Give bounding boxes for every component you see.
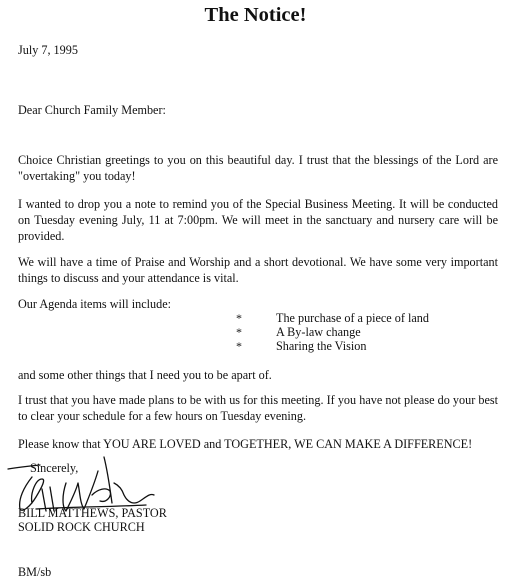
letter-title: The Notice!	[204, 4, 307, 26]
paragraph-loved: Please know that YOU ARE LOVED and TOGETHER, WE CAN MAKE A DIFFERENCE!	[18, 437, 473, 451]
paragraph-other-things: and some other things that I need you to be apart of.	[18, 368, 272, 382]
typist-initials: BM/sb	[18, 565, 52, 579]
agenda-item-text: A By-law change	[276, 325, 361, 339]
paragraph-worship: We will have a time of Praise and Worship and a short devotional. We have some very important things to discuss and your attendance is vital.	[18, 255, 498, 285]
paragraph-meeting-reminder: I wanted to drop you a note to remind you of the Special Business Meeting. It will be conducted on Tuesday evening July, 11 at 7:00pm. We will meet in the sanctuary and nursery care will be provided.	[18, 197, 498, 243]
signer-name: BILL MATTHEWS, PASTOR	[18, 506, 167, 520]
paragraph-plans: I trust that you have made plans to be with us for this meeting. If you have not please do your best to clear your schedule for a few hours on Tuesday evening.	[18, 393, 498, 423]
sign-off: Sincerely,	[30, 461, 79, 475]
bullet-icon: *	[236, 339, 242, 353]
agenda-item-text: The purchase of a piece of land	[276, 311, 429, 325]
salutation: Dear Church Family Member:	[18, 103, 166, 117]
agenda-item-text: Sharing the Vision	[276, 339, 367, 353]
letter-date: July 7, 1995	[18, 43, 78, 57]
bullet-icon: *	[236, 311, 242, 325]
paragraph-greeting: Choice Christian greetings to you on this beautiful day. I trust that the blessings of the Lord are "overtaking" you today!	[18, 153, 498, 183]
signer-organization: SOLID ROCK CHURCH	[18, 520, 145, 534]
agenda-intro: Our Agenda items will include:	[18, 297, 171, 311]
bullet-icon: *	[236, 325, 242, 339]
